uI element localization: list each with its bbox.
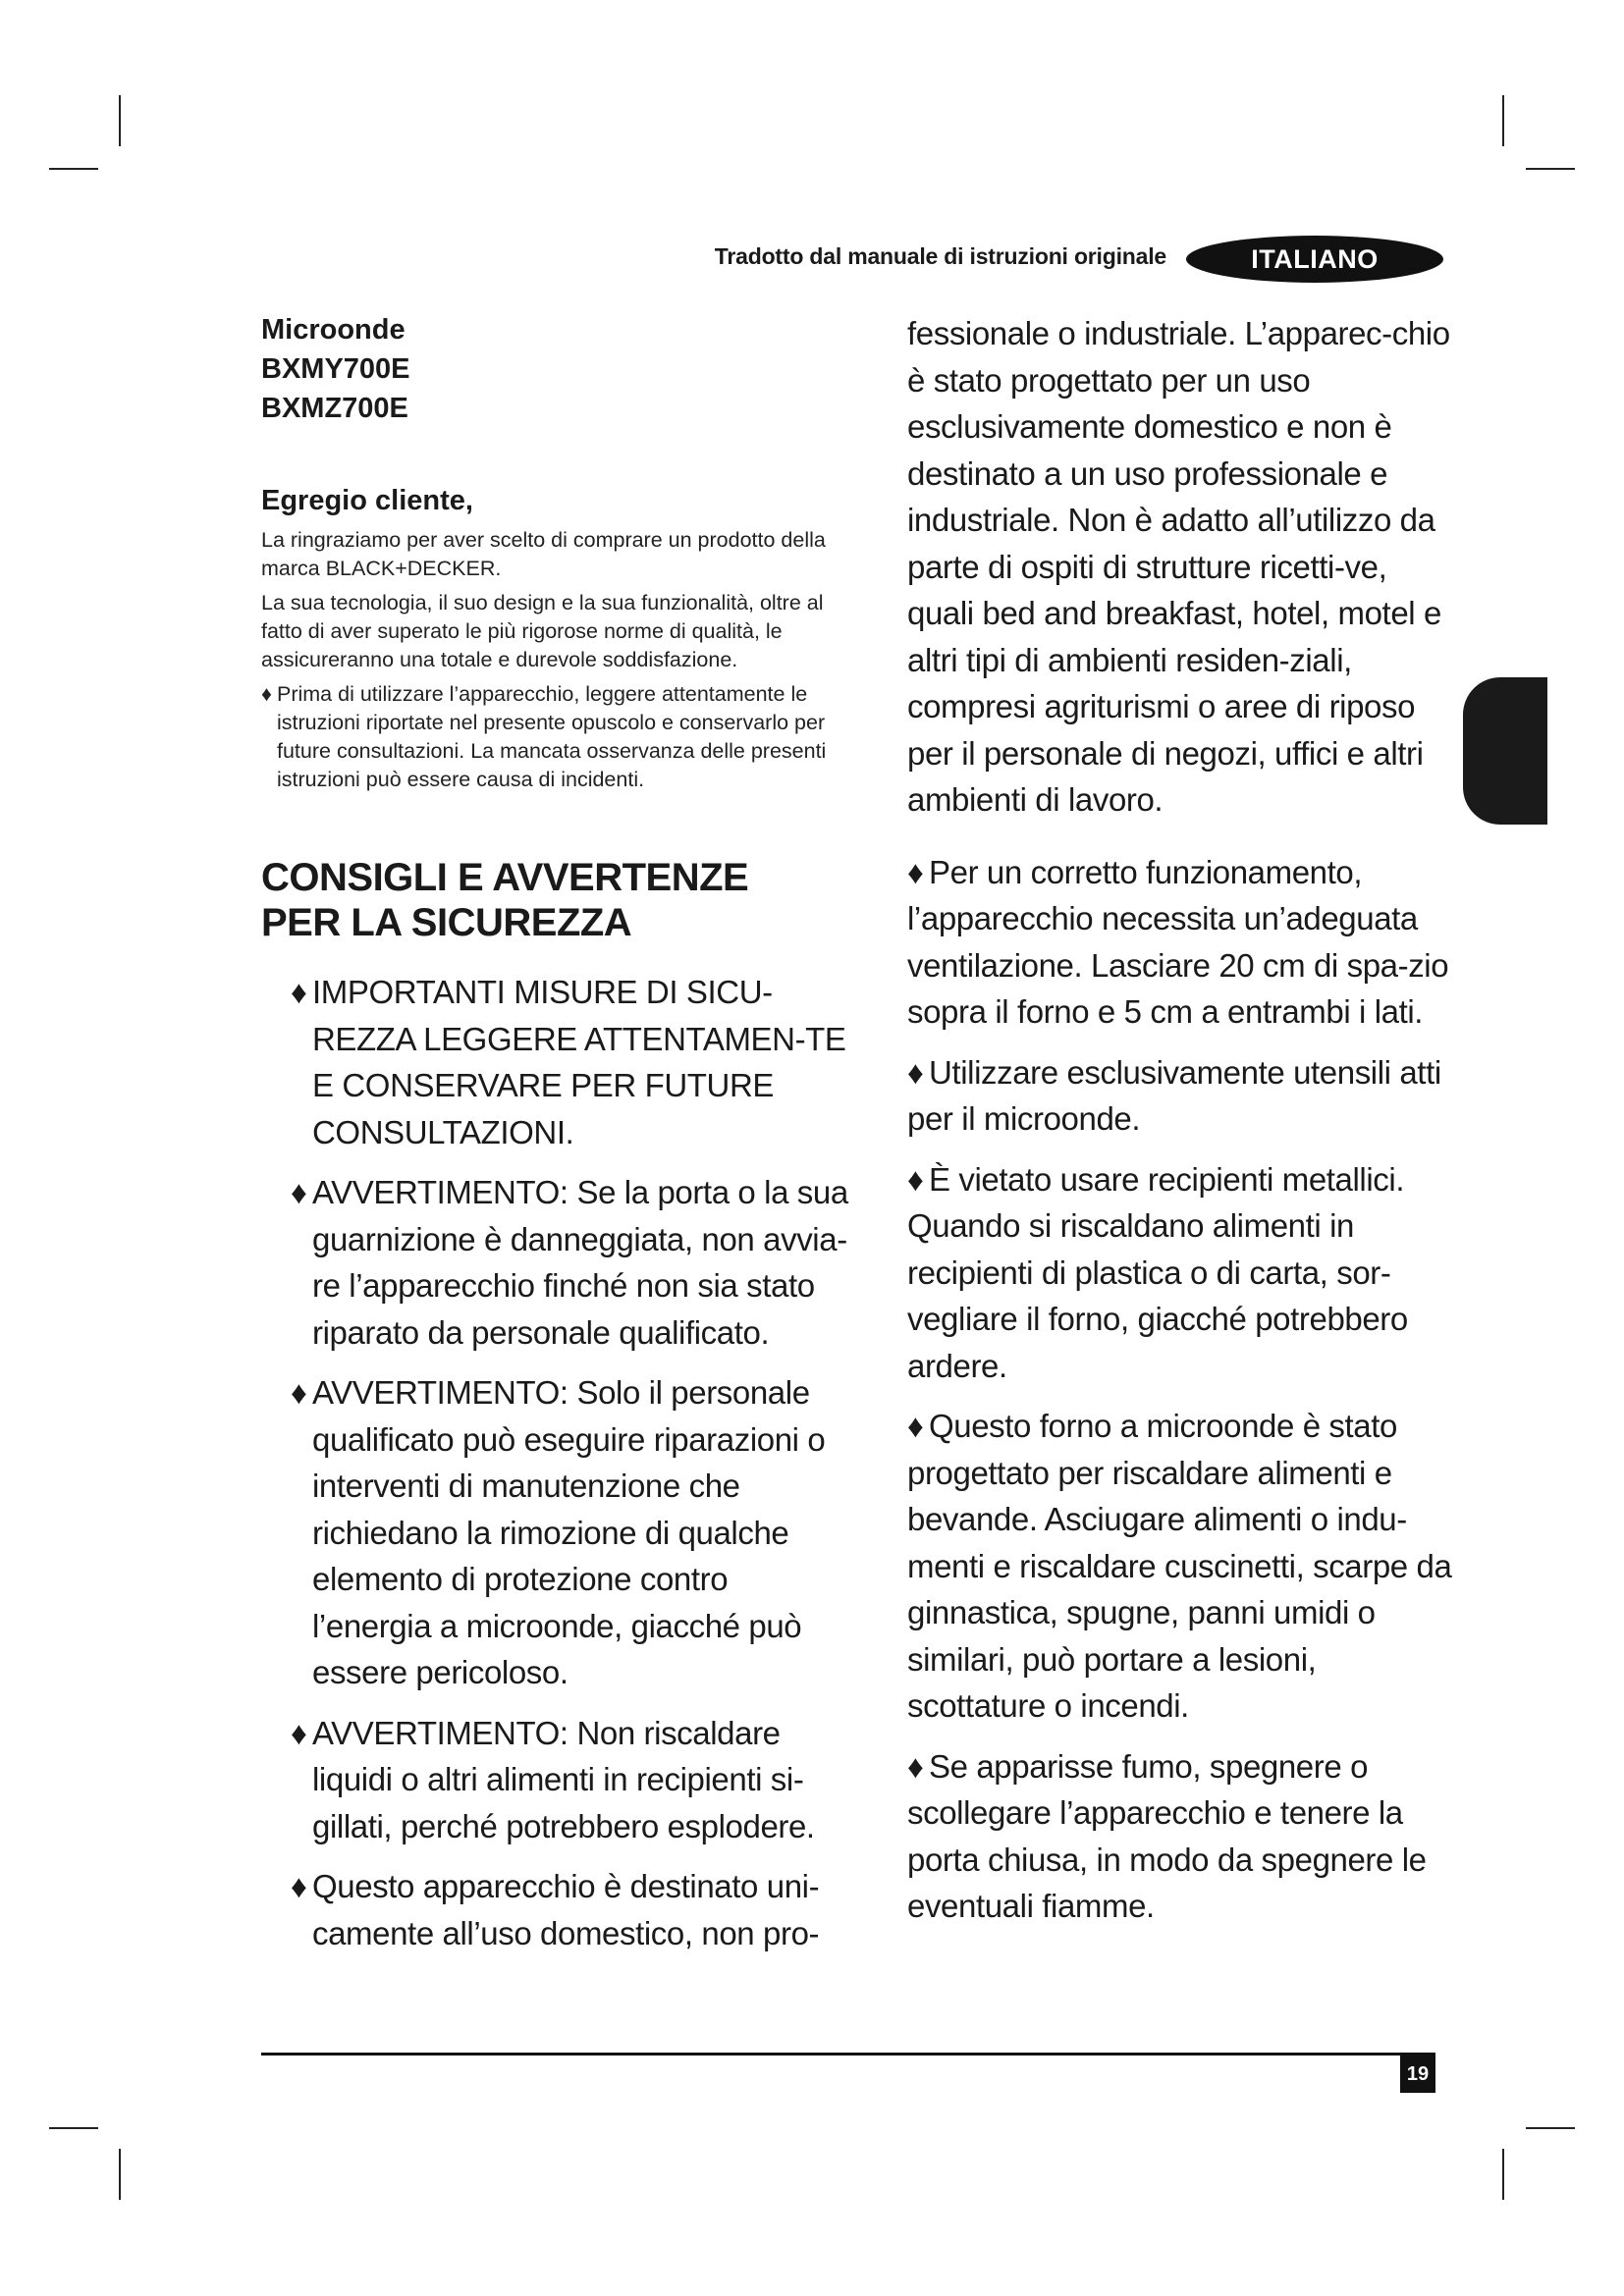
model-number: BXMZ700E [261,393,408,424]
list-item: ♦ IMPORTANTI MISURE DI SICU-REZZA LEGGERE ATTENTAMEN-TE E CONSERVARE PER FUTURE CONSULTAZIONI. [291,969,850,1155]
product-type: Microonde [261,314,406,346]
header-subtitle: Tradotto dal manuale di istruzioni originale [714,243,1166,269]
diamond-bullet-icon: ♦ [291,1868,307,1904]
list-item: ♦ È vietato usare recipienti metallici. Quando si riscaldano alimenti in recipienti di plastica o di carta, sor-vegliare il forno, giacché potrebbero ardere. [907,1156,1457,1390]
list-item: ♦ Per un corretto funzionamento, l’apparecchio necessita un’adeguata ventilazione. Lasciare 20 cm di spa-zio sopra il forno e 5 cm a entrambi i lati. [907,849,1457,1036]
crop-mark [1526,168,1575,170]
intro-paragraph: La ringraziamo per aver scelto di comprare un prodotto della marca BLACK+DECKER. [261,528,826,580]
crop-mark [1502,95,1504,146]
product-block [261,310,850,428]
crop-mark [1526,2127,1575,2129]
crop-mark [119,2149,121,2200]
safety-list-left [261,969,850,1956]
page-number: 19 [1400,2056,1435,2093]
list-item: ♦ AVVERTIMENTO: Solo il personale qualificato può eseguire riparazioni o interventi di manutenzione che richiedano la rimozione di qualche elemento di protezione contro l’energia a microonde, giacché può essere pericoloso. [291,1369,850,1696]
crop-mark [1502,2149,1504,2200]
diamond-bullet-icon: ♦ [907,1160,924,1198]
diamond-bullet-icon: ♦ [291,1374,307,1411]
language-badge: ITALIANO [1186,236,1443,283]
intro-paragraph: La sua tecnologia, il suo design e la sua funzionalità, oltre al fatto di aver superato le più rigorose norme di qualità, le assicureranno una totale e durevole soddisfazione. [261,591,824,671]
list-item: ♦ Se apparisse fumo, spegnere o scollegare l’apparecchio e tenere la porta chiusa, in modo da spegnere le eventuali fiamme. [907,1743,1457,1930]
diamond-bullet-icon: ♦ [907,1053,924,1091]
list-item: ♦ Questo apparecchio è destinato uni-camente all’uso domestico, non pro- [291,1863,850,1956]
intro-bullet [261,680,850,794]
diamond-bullet-icon: ♦ [907,853,924,890]
continued-paragraph: fessionale o industriale. L’apparec-chio è stato progettato per un uso esclusivamente domestico e non è destinato a un uso professionale e industriale. Non è adatto all’utilizzo da parte di ospiti di strutture ricetti-ve, quali bed and breakfast, hotel, motel e altri tipi di ambienti residen-ziali, compresi agriturismi o aree di riposo per il personale di negozi, uffici e altri ambienti di lavoro. [907,315,1450,818]
diamond-bullet-icon: ♦ [291,974,307,1010]
crop-mark [49,168,98,170]
diamond-bullet-icon: ♦ [261,682,272,706]
diamond-bullet-icon: ♦ [291,1174,307,1210]
diamond-bullet-icon: ♦ [907,1747,924,1785]
intro-bullet-text: Prima di utilizzare l’apparecchio, leggere attentamente le istruzioni riportate nel presente opuscolo e conservarlo per future consultazioni. La mancata osservanza delle presenti istruzioni può essere causa di incidenti. [277,682,827,791]
list-item: ♦ Questo forno a microonde è stato progettato per riscaldare alimenti e bevande. Asciugare alimenti o indu-menti e riscaldare cuscinetti, scarpe da ginnastica, spugne, panni umidi o similari, può portare a lesioni, scottature o incendi. [907,1403,1457,1730]
diamond-bullet-icon: ♦ [907,1408,924,1444]
footer-rule [261,2053,1435,2056]
section-tab-marker [1463,677,1547,825]
section-title: CONSIGLI E AVVERTENZE PER LA SICUREZZA [261,856,749,944]
right-column [907,310,1457,1944]
crop-mark [49,2127,98,2129]
list-item: ♦ AVVERTIMENTO: Non riscaldare liquidi o altri alimenti in recipienti si-gillati, perché potrebbero esplodere. [291,1710,850,1850]
greeting: Egregio cliente, [261,485,473,516]
crop-mark [119,95,121,146]
left-column [261,310,850,1970]
list-item: ♦ Utilizzare esclusivamente utensili atti per il microonde. [907,1049,1457,1143]
list-item: ♦ AVVERTIMENTO: Se la porta o la sua guarnizione è danneggiata, non avvia-re l’apparecchio finché non sia stato riparato da personale qualificato. [291,1169,850,1356]
diamond-bullet-icon: ♦ [291,1714,307,1751]
model-number: BXMY700E [261,353,410,385]
